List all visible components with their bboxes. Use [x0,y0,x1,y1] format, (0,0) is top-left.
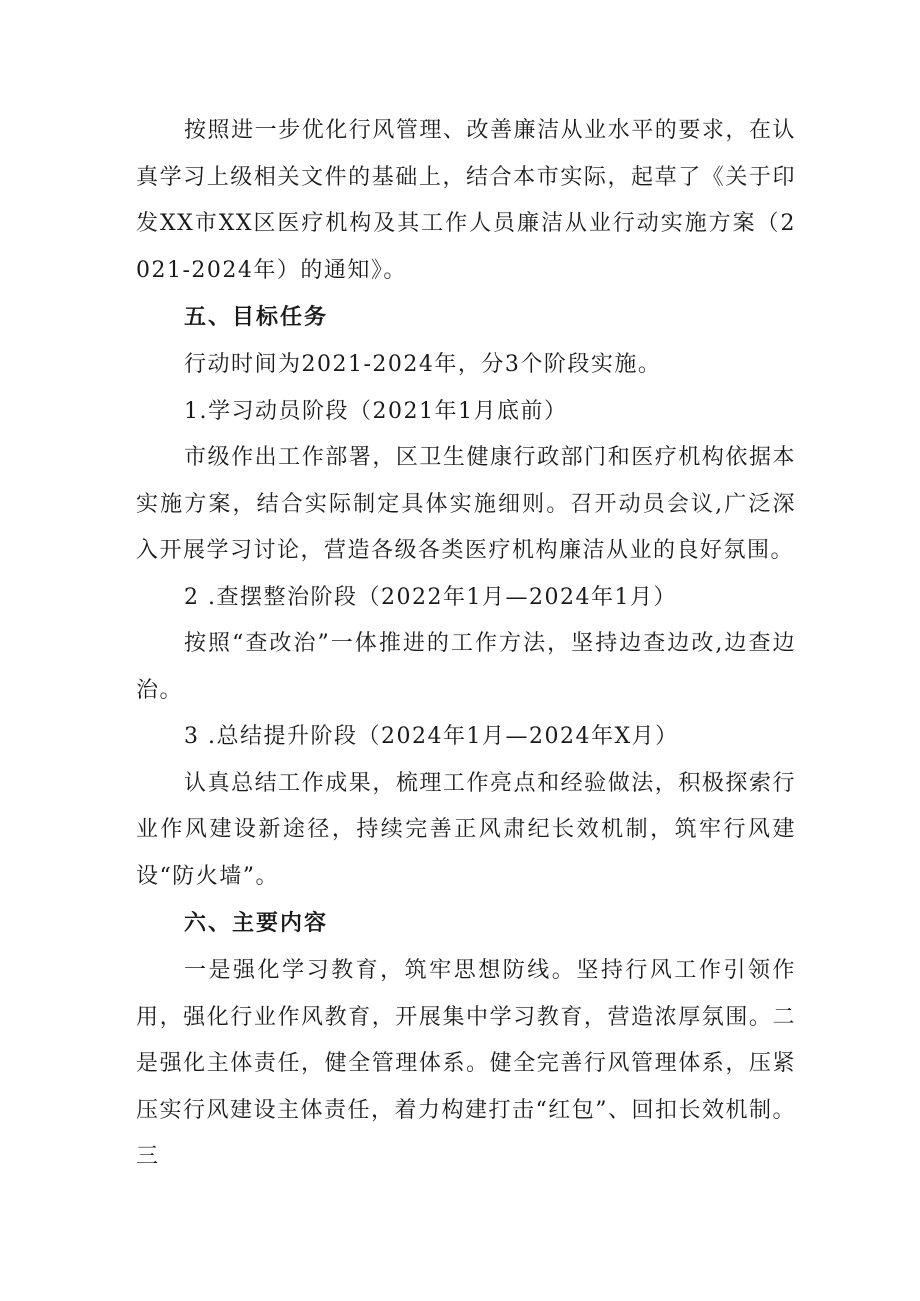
timeline-paragraph: 行动时间为2021-2024年，分3个阶段实施。 [184,352,662,377]
section-heading-5: 五、目标任务 [184,305,329,330]
stage-3-title: 3 .总结提升阶段（2024年1月—2024年X月） [184,724,679,749]
stage-2-title: 2 .查摆整治阶段（2022年1月—2024年1月） [184,584,677,610]
intro-paragraph: 按照进一步优化行风管理、改善廉洁从业水平的要求，在认真学习上级相关文件的基础上，结合本市实际，起草了《关于印发XX市XX区医疗机构及其工作人员廉洁从业行动实施方案（2021-2024年）的通知》。 [136,118,796,283]
section-heading-6: 六、主要内容 [184,911,329,936]
stage-1-title: 1.学习动员阶段（2021年1月底前） [184,398,568,424]
main-content-paragraph: 一是强化学习教育，筑牢思想防线。坚持行风工作引领作用，强化行业作风教育，开展集中学习教育，营造浓厚氛围。二是强化主体责任，健全管理体系。健全完善行风管理体系，压紧压实行风建设主体责任，着力构建打击“红包”、回扣长效机制。三 [136,958,796,1169]
stage-3-paragraph: 认真总结工作成果，梳理工作亮点和经验做法，积极探索行业作风建设新途径，持续完善正风肃纪长效机制，筑牢行风建设“防火墙”。 [136,770,796,889]
stage-1-paragraph: 市级作出工作部署，区卫生健康行政部门和医疗机构依据本实施方案，结合实际制定具体实施细则。召开动员会议,广泛深入开展学习讨论，营造各级各类医疗机构廉洁从业的良好氛围。 [136,445,796,563]
document-body [136,108,796,1181]
stage-2-paragraph: 按照“查改治”一体推进的工作方法，坚持边查边改,边查边治。 [136,631,796,703]
